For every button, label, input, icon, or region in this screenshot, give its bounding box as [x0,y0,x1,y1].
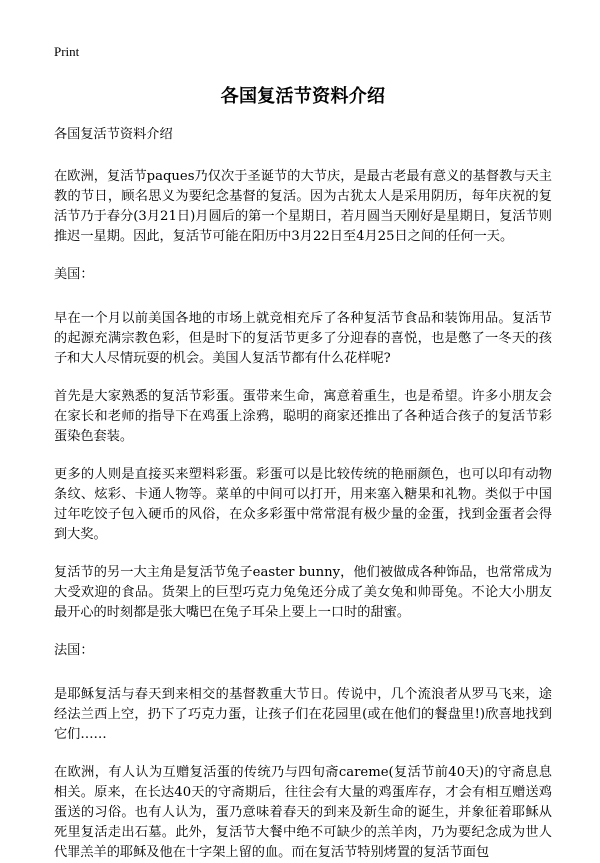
paragraph-easter-eggs: 首先是大家熟悉的复活节彩蛋。蛋带来生命，寓意着重生，也是希望。许多小朋友会在家长和老师的指导下在鸡蛋上涂鸦，聪明的商家还推出了各种适合孩子的复活节彩蛋染色套装。 [54,389,552,444]
paragraph-plastic-eggs: 更多的人则是直接买来塑料彩蛋。彩蛋可以是比较传统的艳丽颜色，也可以印有动物条纹、炫彩、卡通人物等。菜单的中间可以打开，用来塞入糖果和礼物。类似于中国过年吃饺子包入硬币的风俗，在众多彩蛋中常常混有极少量的金蛋，找到金蛋者会得到大奖。 [54,467,552,542]
page-title: 各国复活节资料介绍 [220,86,386,107]
print-link[interactable]: Print [54,44,80,59]
section-heading-usa: 美国： [54,267,94,282]
paragraph-europe-lent: 在欧洲，有人认为互赠复活蛋的传统乃与四旬斋careme(复活节前40天)的守斋息息相关。原来，在长达40天的守斋期后，往往会有大量的鸡蛋库存，才会有相互赠送鸡蛋送的习俗。也有人认为，蛋乃意味着春天的到来及新生命的诞生，并象征着耶稣从死里复活走出石墓。此外，复活节大餐中绝不可缺少的羔羊肉，乃为要纪念成为世人代罪羔羊的耶稣及他在十字架上留的血。而在复活节特别烤置的复活节面包 [54,765,552,860]
document-subtitle: 各国复活节资料介绍 [54,127,173,142]
paragraph-france-intro: 是耶稣复活与春天到来相交的基督教重大节日。传说中，几个流浪者从罗马飞来，途经法兰西上空，扔下了巧克力蛋，让孩子们在花园里(或在他们的餐盘里!)欣喜地找到它们…… [54,687,552,742]
paragraph-europe-intro: 在欧洲，复活节paques乃仅次于圣诞节的大节庆，是最古老最有意义的基督教与天主教的节日，顾名思义为要纪念基督的复活。因为古犹太人是采用阴历，每年庆祝的复活节乃于春分(3月21日)月圆后的第一个星期日，若月圆当天刚好是星期日，复活节则推迟一星期。因此，复活节可能在阳历中3月22日至4月25日之间的任何一天。 [54,169,552,244]
paragraph-usa-intro: 早在一个月以前美国各地的市场上就竞相充斥了各种复活节食品和装饰用品。复活节的起源充满宗教色彩，但是时下的复活节更多了分迎春的喜悦，也是憋了一冬天的孩子和大人尽情玩耍的机会。美国人复活节都有什么花样呢? [54,311,552,366]
section-heading-france: 法国： [54,643,94,658]
paragraph-easter-bunny: 复活节的另一大主角是复活节兔子easter bunny，他们被做成各种饰品，也常常成为大受欢迎的食品。货架上的巨型巧克力兔兔还分成了美女兔和帅哥兔。不论大小朋友最开心的时刻都是张大嘴巴在兔子耳朵上要上一口时的甜蜜。 [54,565,552,620]
